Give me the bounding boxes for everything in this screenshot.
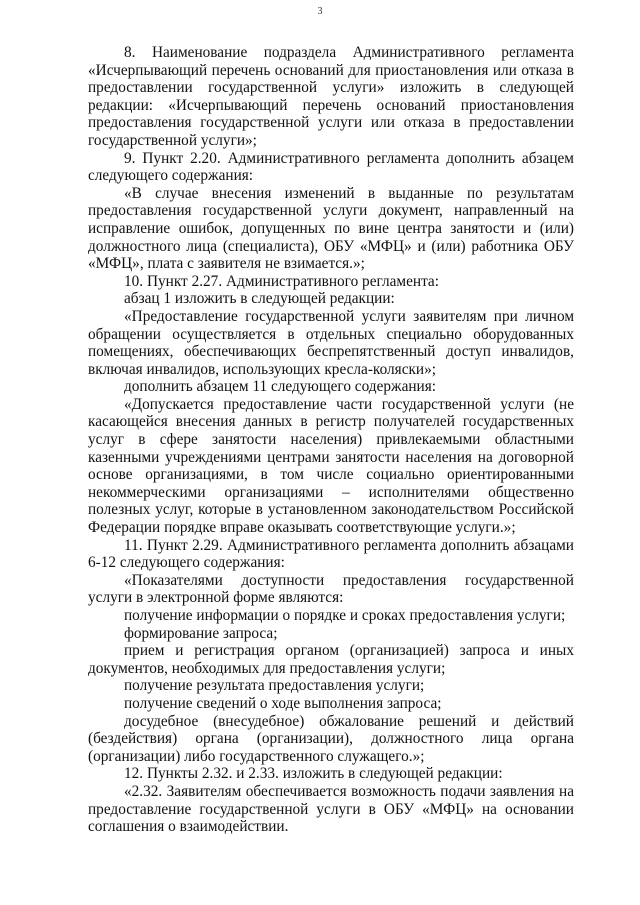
paragraph-quote-organizations: «Допускается предоставление части государственной услуги (не касающейся внесения данных в регистр получателей государственных услуг в сфере занятости населения) привлекаемыми областными казенными учреждениями центрами занятости населения на договорной основе организациями, в том числе социально ориентированными некоммерческими организациями – исполнителями общественно полезных услуг, которые в установленном законодательством Российской Федерации порядке вправе оказывать соответствующие услуги.»; xyxy=(88,395,574,537)
list-item-status: получение сведений о ходе выполнения запроса; xyxy=(124,694,442,712)
paragraph-item-12: 12. Пункты 2.32. и 2.33. изложить в следующей редакции: xyxy=(124,765,503,783)
paragraph-item-10: 10. Пункт 2.27. Административного регламента: xyxy=(124,272,439,290)
list-item-registration: прием и регистрация органом (организацией) запроса и иных документов, необходимых для предоставления услуги; xyxy=(88,642,574,677)
list-item-appeal: досудебное (внесудебное) обжалование решений и действий (бездействия) органа (организации), должностного лица органа (организации) либо государственного служащего.»; xyxy=(88,712,574,765)
list-item-request: формирование запроса; xyxy=(124,624,278,642)
paragraph-subclause-1: абзац 1 изложить в следующей редакции: xyxy=(124,290,395,308)
paragraph-item-9: 9. Пункт 2.20. Административного регламента дополнить абзацем следующего содержания: xyxy=(88,149,574,185)
paragraph-quote-premises: «Предоставление государственной услуги заявителям при личном обращении осуществляется в отдельных специально оборудованных помещениях, обеспечивающих беспрепятственный доступ инвалидов, включая инвалидов, использующих кресла-коляски»; xyxy=(88,307,574,378)
paragraph-quote-2-32: «2.32. Заявителям обеспечивается возможность подачи заявления на предоставление государственной услуги в ОБУ «МФЦ» на основании соглашения о взаимодействии. xyxy=(88,782,574,836)
list-item-info: получение информации о порядке и сроках предоставления услуги; xyxy=(124,607,566,624)
paragraph-item-8: 8. Наименование подраздела Административного регламента «Исчерпывающий перечень оснований для приостановления или отказа в предоставлении государственной услуги» изложить в следующей редакции: «Исчерпывающий перечень оснований приостановления предоставления государственной услуги или отказа в предоставлении государственной услуги»; xyxy=(88,44,574,149)
paragraph-item-11: 11. Пункт 2.29. Административного регламента дополнить абзацами 6-12 следующего содержания: xyxy=(88,536,574,572)
paragraph-quote-fee: «В случае внесения изменений в выданные по результатам предоставления государственной услуги документ, направленный на исправление ошибок, допущенных по вине центра занятости и (или) должностного лица (специалиста), ОБУ «МФЦ» и (или) работника ОБУ «МФЦ», плата с заявителя не взимается.»; xyxy=(88,184,574,273)
list-item-result: получение результата предоставления услуги; xyxy=(124,677,425,695)
paragraph-subclause-11: дополнить абзацем 11 следующего содержания: xyxy=(124,378,437,396)
document-body xyxy=(88,44,574,836)
page-number: 3 xyxy=(317,6,323,17)
paragraph-quote-indicators: «Показателями доступности предоставления государственной услуги в электронной форме являются: xyxy=(88,571,574,607)
